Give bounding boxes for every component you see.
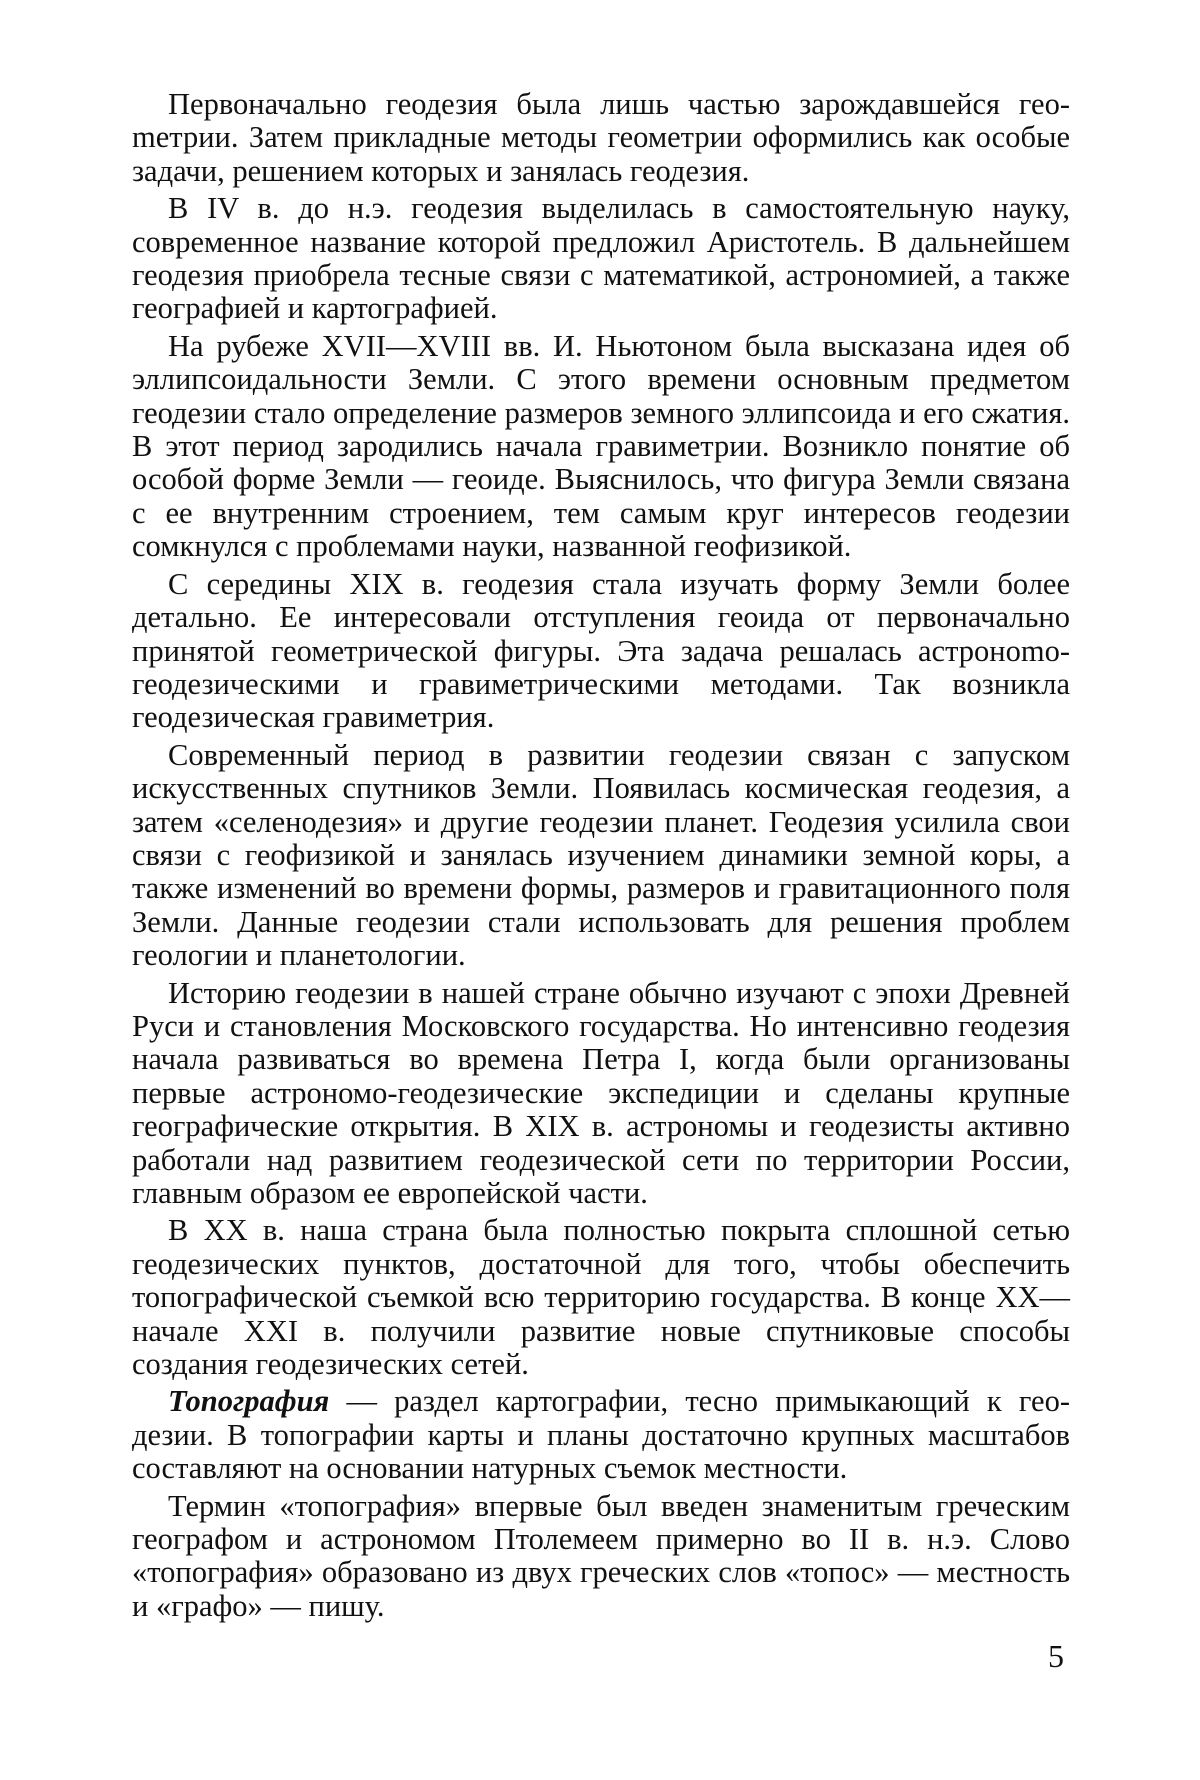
page-number: 5 — [1048, 1638, 1064, 1674]
topography-definition-text: — раздел картографии, тесно примыкающий к геодезии. В топографии карты и планы достаточно крупных масштабов составляют на основании натурных съемок местности. — [132, 1384, 1070, 1486]
paragraph-russian-history: Историю геодезии в нашей стране обычно изучают с эпохи Древней Руси и становления Московского государства. Но интенсивно геодезия начала развиваться во времена Петра I, когда были организованы первые астрономо-геодезические экспедиции и сделаны крупные географические открытия. В XIX в. астрономы и геодезисты активно работали над развитием геодезической сети по территории России, главным образом ее европейской части. — [132, 975, 1070, 1210]
topography-term: Топография — [168, 1384, 330, 1419]
body-text — [132, 88, 1070, 1627]
paragraph-newton: На рубеже XVII—XVIII вв. И. Ньютоном была высказана идея об эллипсоидальности Земли. С этого времени основным предметом геодезии стало определение размеров земного эллипсоида и его сжатия. В этот период зародились начала гравиметрии. Возникло понятие об особой форме Земли — геоиде. Выяснилось, что фигура Земли связана с ее внутренним строением, тем самым круг интересов геодезии сомкнулся с проблемами науки, названной геофизикой. — [132, 328, 1070, 564]
paragraph-20th-century: В XX в. наша страна была полностью покрыта сплошной сетью геодезических пунктов, достаточной для того, чтобы обеспечить топографической съемкой всю территорию государства. В конце XX—начале XXI в. получили развитие новые спутниковые способы создания геодезических сетей. — [132, 1213, 1070, 1382]
paragraph-19th-century: С середины XIX в. геодезия стала изучать форму Земли более детально. Ее интересовали отступления геоида от первоначально принятой геометрической фигуры. Эта задача решалась астроноmо-геодезическими и гравиметрическими методами. Так возникла геодезическая гравиметрия. — [132, 566, 1070, 735]
paragraph-topography-etymology: Термин «топография» впервые был введен знаменитым греческим географом и астрономом Птолемеем примерно во II в. н.э. Слово «топография» образовано из двух греческих слов «топос» — местность и «графо» — пишу. — [132, 1488, 1070, 1623]
paragraph-aristotle: В IV в. до н.э. геодезия выделилась в самостоятельную науку, современное название которой предложил Аристотель. В дальнейшем геодезия приобрела тесные связи с математикой, астрономией, а также географией и картографией. — [132, 191, 1070, 326]
paragraph-topography-definition — [132, 1385, 1070, 1485]
paragraph-origins: Первоначально геодезия была лишь частью зарождавшейся геоmетрии. Затем прикладные методы геометрии оформились как особые задачи, решением которых и занялась геодезия. — [132, 87, 1070, 188]
paragraph-modern-period: Современный период в развитии геодезии связан с запуском искусственных спутников Земли. Появилась космическая геодезия, а затем «селенодезия» и другие геодезии планет. Геодезия усилила свои связи с геофизикой и занялась изучением динамики земной коры, а также изменений во времени формы, размеров и гравитационного поля Земли. Данные геодезии стали использовать для решения проблем геологии и планетологии. — [132, 737, 1070, 973]
